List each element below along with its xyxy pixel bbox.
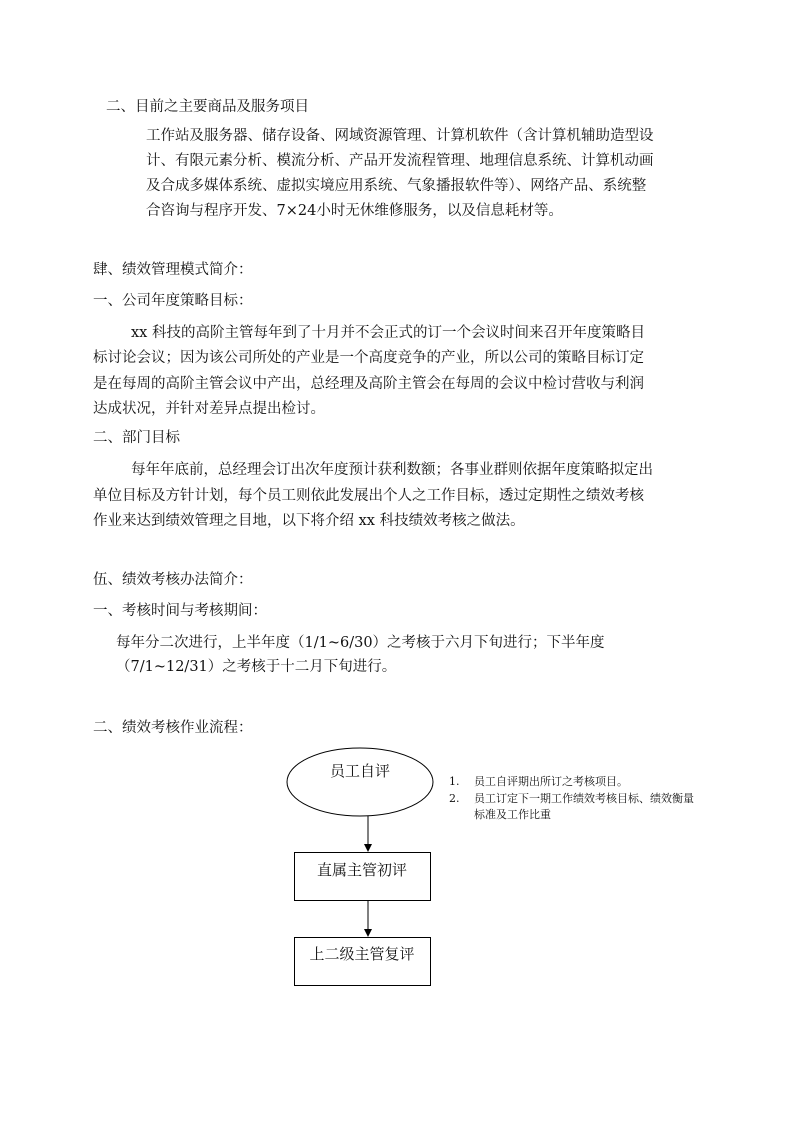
- note-text: 标准及工作比重: [474, 808, 551, 821]
- flow-step-second-level-review: 上二级主管复评: [309, 945, 415, 963]
- paragraph-line: 单位目标及方针计划，每个员工则依此发展出个人之工作目标，透过定期性之绩效考核: [93, 488, 644, 504]
- section-heading: 肆、绩效管理模式简介：: [93, 262, 253, 278]
- paragraph-line: 计、有限元素分析、模流分析、产品开发流程管理、地理信息系统、计算机动画: [146, 153, 654, 169]
- flow-step-supervisor-review: 直属主管初评: [316, 861, 407, 879]
- subsection-heading: 一、公司年度策略目标：: [93, 293, 253, 309]
- section-heading: 伍、绩效考核办法简介：: [93, 572, 253, 588]
- paragraph-line: 标讨论会议；因为该公司所处的产业是一个高度竞争的产业，所以公司的策略目标订定: [93, 350, 644, 366]
- flow-step-self-review: 员工自评: [329, 762, 390, 780]
- paragraph-line: 达成状况，并针对差异点提出检讨。: [93, 401, 325, 417]
- note-text: 员工自评期出所订之考核项目。: [474, 775, 628, 788]
- paragraph-line: xx 科技的高阶主管每年到了十月并不会正式的订一个会议时间来召开年度策略目: [131, 325, 645, 341]
- note-number: 2.: [449, 792, 460, 805]
- paragraph-line: 合咨询与程序开发、7×24小时无休维修服务，以及信息耗材等。: [146, 203, 563, 219]
- paragraph-line: 是在每周的高阶主管会议中产出，总经理及高阶主管会在每周的会议中检讨营收与利润: [93, 376, 644, 392]
- subsection-heading: 二、部门目标: [93, 430, 180, 446]
- note-number: 1.: [449, 775, 460, 788]
- flow-ellipse: [287, 748, 433, 816]
- paragraph-line: 每年分二次进行，上半年度（1/1~6/30）之考核于六月下旬进行；下半年度: [116, 635, 605, 651]
- paragraph-line: 及合成多媒体系统、虚拟实境应用系统、气象播报软件等）、网络产品、系统整: [146, 178, 647, 194]
- paragraph-line: （7/1~12/31）之考核于十二月下旬进行。: [116, 659, 397, 675]
- section-heading: 二、目前之主要商品及服务项目: [106, 99, 309, 115]
- paragraph-line: 工作站及服务器、储存设备、网域资源管理、计算机软件（含计算机辅助造型设: [146, 128, 654, 144]
- subsection-heading: 一、考核时间与考核期间：: [93, 603, 267, 619]
- paragraph-line: 每年年底前，总经理会订出次年度预计获利数额；各事业群则依据年度策略拟定出: [131, 462, 653, 478]
- subsection-heading: 二、绩效考核作业流程：: [93, 720, 253, 736]
- note-text: 员工订定下一期工作绩效考核目标、绩效衡量: [474, 792, 694, 805]
- paragraph-line: 作业来达到绩效管理之目地，以下将介绍 xx 科技绩效考核之做法。: [93, 513, 525, 529]
